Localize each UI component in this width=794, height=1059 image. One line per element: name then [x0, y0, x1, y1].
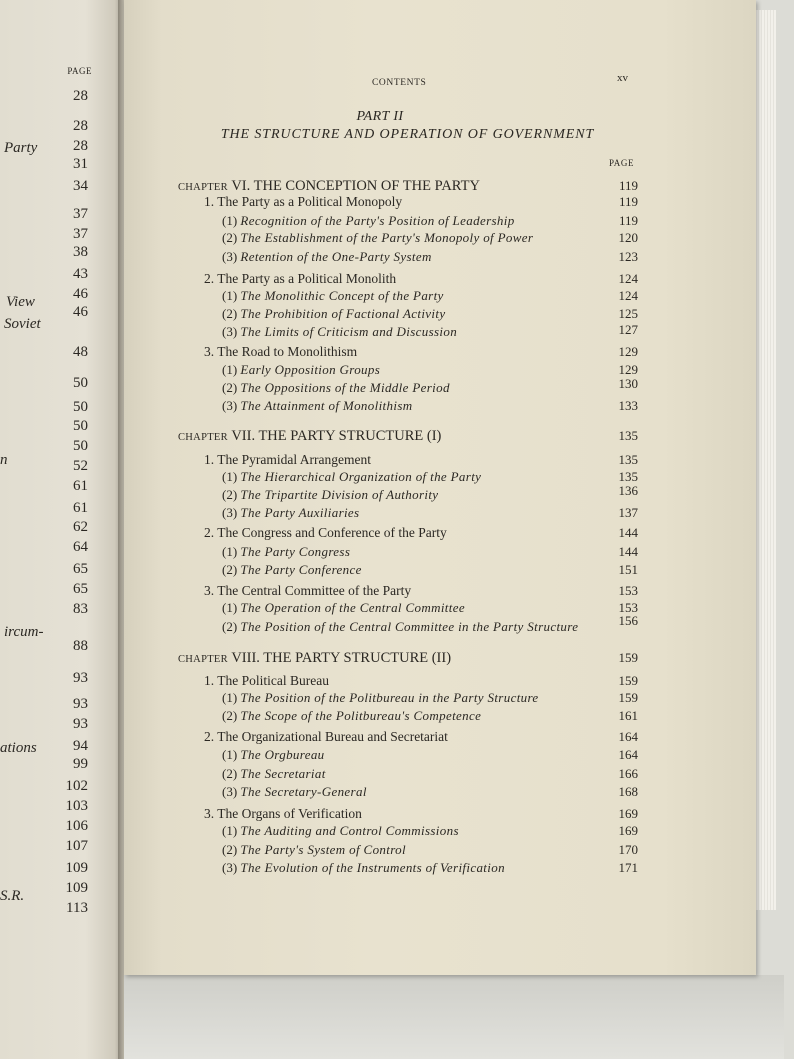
left-page-number: 113	[66, 900, 88, 916]
left-page-number: 106	[65, 818, 88, 834]
left-page-number: 46	[73, 286, 88, 302]
subsection-entry[interactable]	[0, 306, 794, 324]
subsection-entry[interactable]	[0, 823, 794, 841]
running-head: CONTENTS	[372, 78, 427, 88]
toc-page-number: 127	[618, 322, 638, 337]
left-page-number: 102	[65, 778, 88, 794]
left-page-fragment: View	[6, 294, 35, 310]
subsection-heading	[222, 766, 326, 782]
subsection-title: The Party Auxiliaries	[240, 505, 360, 520]
subsection-heading	[222, 619, 578, 635]
section-entry[interactable]	[0, 806, 794, 824]
toc-page-number: 159	[618, 690, 638, 705]
section-entry[interactable]	[0, 344, 794, 362]
subsection-entry[interactable]	[0, 708, 794, 726]
subsection-heading	[222, 784, 367, 800]
subsection-number: (1)	[222, 469, 238, 484]
toc-page-number: 124	[618, 271, 638, 286]
subsection-entry[interactable]	[0, 690, 794, 708]
subsection-heading	[222, 860, 505, 876]
subsection-heading	[222, 747, 325, 763]
subsection-number: (2)	[222, 708, 238, 723]
toc-page-number: 125	[618, 306, 638, 321]
subsection-entry[interactable]	[0, 842, 794, 860]
subsection-entry[interactable]	[0, 747, 794, 765]
subsection-heading	[222, 380, 450, 396]
section-title: The Party as a Political Monopoly	[217, 194, 403, 209]
toc-page-number: 119	[618, 194, 638, 209]
subsection-heading	[222, 362, 380, 378]
subsection-heading	[222, 230, 533, 246]
subsection-number: (1)	[222, 288, 238, 303]
left-page-number: 103	[65, 798, 88, 814]
subsection-number: (3)	[222, 398, 238, 413]
section-title: The Organizational Bureau and Secretariat	[217, 729, 448, 744]
left-page-number: 65	[73, 581, 88, 597]
left-page-fragment: Party	[4, 140, 38, 156]
section-title: The Pyramidal Arrangement	[217, 452, 371, 467]
left-page-fragment: ircum-	[4, 624, 44, 640]
left-page-number: 93	[73, 696, 88, 712]
subsection-title: The Scope of the Politbureau's Competence	[240, 708, 482, 723]
chapter-label: CHAPTER	[178, 182, 228, 193]
subsection-title: The Limits of Criticism and Discussion	[240, 324, 458, 339]
subsection-heading	[222, 544, 350, 560]
toc-page-number: 135	[618, 452, 638, 467]
left-page-fragment: n	[0, 452, 8, 468]
section-title: The Organs of Verification	[217, 806, 362, 821]
subsection-title: The Evolution of the Instruments of Verification	[240, 860, 505, 875]
section-heading	[204, 452, 371, 468]
subsection-number: (1)	[222, 213, 238, 228]
section-heading	[204, 729, 448, 745]
section-title: The Political Bureau	[217, 673, 329, 688]
subsection-number: (3)	[222, 505, 238, 520]
toc-page-number: 151	[618, 562, 638, 577]
subsection-heading	[222, 213, 515, 229]
left-page-number: 52	[73, 458, 88, 474]
subsection-heading	[222, 288, 444, 304]
subsection-number: (2)	[222, 766, 238, 781]
section-heading	[204, 583, 411, 599]
subsection-number: (3)	[222, 324, 238, 339]
section-entry[interactable]	[0, 583, 794, 601]
chapter-title: VII. THE PARTY STRUCTURE (I)	[231, 428, 442, 444]
section-number: 1.	[204, 194, 215, 209]
toc-page-number: 169	[618, 823, 638, 838]
section-entry[interactable]	[0, 729, 794, 747]
subsection-number: (1)	[222, 747, 238, 762]
subsection-entry[interactable]	[0, 324, 794, 342]
subsection-heading	[222, 324, 457, 340]
subsection-number: (3)	[222, 784, 238, 799]
subsection-heading	[222, 505, 359, 521]
subsection-title: Early Opposition Groups	[240, 362, 381, 377]
subsection-title: The Secretariat	[240, 766, 326, 781]
subsection-entry[interactable]	[0, 249, 794, 267]
toc-page-number: 153	[618, 583, 638, 598]
chapter-entry[interactable]	[0, 650, 794, 668]
left-page-fragment: Soviet	[4, 316, 41, 332]
section-number: 1.	[204, 452, 215, 467]
section-number: 3.	[204, 806, 215, 821]
section-entry[interactable]	[0, 194, 794, 212]
left-page-number: 109	[65, 880, 88, 896]
chapter-heading	[178, 650, 451, 667]
subsection-entry[interactable]	[0, 376, 794, 398]
section-heading	[204, 344, 357, 360]
section-entry[interactable]	[0, 525, 794, 543]
left-page-number: 43	[73, 266, 88, 282]
left-page-number: 37	[73, 206, 88, 222]
subsection-entry[interactable]	[0, 469, 794, 487]
toc-page-number: 135	[618, 469, 638, 484]
subsection-heading	[222, 600, 465, 616]
subsection-heading	[222, 469, 481, 485]
toc-page-number: 164	[618, 729, 638, 744]
left-page-number: 37	[73, 226, 88, 242]
subsection-number: (2)	[222, 562, 238, 577]
subsection-title: The Position of the Politbureau in the Party Structure	[240, 690, 539, 705]
chapter-title: VI. THE CONCEPTION OF THE PARTY	[231, 178, 480, 194]
left-page-number: 28	[73, 88, 88, 104]
subsection-heading	[222, 823, 459, 839]
toc-page-number: 153	[618, 600, 638, 615]
toc-page-number: 119	[618, 178, 638, 193]
page-column-label: PAGE	[609, 158, 635, 168]
subsection-entry[interactable]	[0, 860, 794, 878]
subsection-title: The Establishment of the Party's Monopoly of Power	[240, 230, 534, 245]
subsection-title: The Party Congress	[240, 544, 351, 559]
subsection-title: The Party Conference	[240, 562, 362, 577]
left-page-number: 88	[73, 638, 88, 654]
left-page-number: 65	[73, 561, 88, 577]
toc-page-number: 119	[618, 213, 638, 228]
subsection-entry[interactable]	[0, 600, 794, 618]
left-page-number: 28	[73, 138, 88, 154]
subsection-entry[interactable]	[0, 766, 794, 784]
chapter-label: CHAPTER	[178, 432, 228, 443]
subsection-number: (1)	[222, 362, 238, 377]
left-page-number: 48	[73, 344, 88, 360]
left-page-number: 50	[73, 399, 88, 415]
subsection-heading	[222, 708, 481, 724]
subsection-entry[interactable]	[0, 288, 794, 306]
left-page-fragment: S.R.	[0, 888, 25, 904]
toc-page-number: 130	[618, 376, 638, 391]
left-page-number: 99	[73, 756, 88, 772]
left-page-header: PAGE	[67, 66, 92, 76]
left-page-number: 28	[73, 118, 88, 134]
subsection-entry[interactable]	[0, 362, 794, 380]
toc-page-number: 123	[618, 249, 638, 264]
toc-page-number: 129	[618, 362, 638, 377]
left-page-number: 31	[73, 156, 88, 172]
subsection-title: The Prohibition of Factional Activity	[240, 306, 446, 321]
subsection-entry[interactable]	[0, 784, 794, 802]
subsection-title: The Party's System of Control	[240, 842, 406, 857]
subsection-number: (2)	[222, 487, 238, 502]
part-title: PART II	[356, 109, 404, 124]
subsection-heading	[222, 690, 539, 706]
section-number: 2.	[204, 729, 215, 744]
toc-page-number: 133	[618, 398, 638, 413]
section-heading	[204, 673, 329, 689]
subsection-entry[interactable]	[0, 562, 794, 580]
chapter-heading	[178, 428, 441, 445]
toc-page-number: 124	[618, 288, 638, 303]
section-heading	[204, 271, 396, 287]
chapter-title: VIII. THE PARTY STRUCTURE (II)	[231, 650, 452, 666]
section-title: The Congress and Conference of the Party	[217, 525, 447, 540]
toc-page-number: 135	[618, 428, 638, 443]
subsection-entry[interactable]	[0, 213, 794, 231]
toc-page-number: 170	[618, 842, 638, 857]
subsection-number: (3)	[222, 860, 238, 875]
left-page-number: 62	[73, 519, 88, 535]
left-page-number: 93	[73, 716, 88, 732]
toc-page-number: 164	[618, 747, 638, 762]
toc-page-number: 166	[618, 766, 638, 781]
section-heading	[204, 806, 362, 822]
section-entry[interactable]	[0, 452, 794, 470]
chapter-entry[interactable]	[0, 428, 794, 446]
left-page-number: 38	[73, 244, 88, 260]
left-page-number: 94	[73, 738, 88, 754]
subsection-title: The Operation of the Central Committee	[240, 600, 465, 615]
left-page-number: 64	[73, 539, 88, 555]
section-number: 3.	[204, 583, 215, 598]
chapter-label: CHAPTER	[178, 654, 228, 665]
left-page-number: 50	[73, 418, 88, 434]
subsection-number: (1)	[222, 600, 238, 615]
section-number: 2.	[204, 525, 215, 540]
subsection-heading	[222, 398, 412, 414]
left-page-fragment: ations	[0, 740, 37, 756]
section-number: 3.	[204, 344, 215, 359]
subsection-heading	[222, 306, 445, 322]
subsection-title: The Secretary-General	[240, 784, 367, 799]
left-page-number: 50	[73, 438, 88, 454]
toc-page-number: 129	[618, 344, 638, 359]
subsection-entry[interactable]	[0, 613, 794, 637]
subsection-heading	[222, 562, 362, 578]
subsection-number: (2)	[222, 306, 238, 321]
toc-page-number: 171	[618, 860, 638, 875]
subsection-number: (2)	[222, 842, 238, 857]
subsection-heading	[222, 487, 438, 503]
subsection-heading	[222, 249, 432, 265]
subsection-title: Retention of the One-Party System	[240, 249, 432, 264]
subsection-number: (2)	[222, 230, 238, 245]
left-page-number: 50	[73, 375, 88, 391]
page-folio: xv	[617, 72, 628, 84]
toc-page-number: 168	[618, 784, 638, 799]
subsection-number: (1)	[222, 544, 238, 559]
left-page-number: 109	[65, 860, 88, 876]
subsection-title: The Auditing and Control Commissions	[240, 823, 459, 838]
page-shadow	[124, 975, 784, 1059]
subsection-heading	[222, 842, 406, 858]
toc-page-number: 159	[618, 673, 638, 688]
left-page-number: 61	[73, 478, 88, 494]
section-title: The Party as a Political Monolith	[217, 271, 397, 286]
toc-page-number: 159	[618, 650, 638, 665]
toc-page-number: 161	[618, 708, 638, 723]
chapter-heading	[178, 178, 480, 195]
section-entry[interactable]	[0, 271, 794, 289]
subsection-entry[interactable]	[0, 505, 794, 523]
subsection-number: (1)	[222, 823, 238, 838]
subsection-title: The Position of the Central Committee in the Party Structure	[240, 619, 579, 634]
section-entry[interactable]	[0, 673, 794, 691]
subsection-entry[interactable]	[0, 544, 794, 562]
subsection-number: (3)	[222, 249, 238, 264]
left-page-number: 34	[73, 178, 88, 194]
subsection-entry[interactable]	[0, 230, 794, 248]
toc-page-number: 120	[618, 230, 638, 245]
subsection-number: (2)	[222, 380, 238, 395]
subsection-title: The Monolithic Concept of the Party	[240, 288, 444, 303]
section-heading	[204, 525, 447, 541]
section-number: 2.	[204, 271, 215, 286]
toc-page-number: 169	[618, 806, 638, 821]
subsection-title: The Tripartite Division of Authority	[240, 487, 439, 502]
toc-page-number: 156	[618, 613, 638, 628]
section-number: 1.	[204, 673, 215, 688]
subsection-entry[interactable]	[0, 398, 794, 416]
subsection-number: (2)	[222, 619, 238, 634]
subsection-number: (1)	[222, 690, 238, 705]
toc-page-number: 144	[618, 525, 638, 540]
left-page-number: 61	[73, 500, 88, 516]
section-title: The Central Committee of the Party	[217, 583, 412, 598]
left-page-number: 93	[73, 670, 88, 686]
subsection-title: The Orgbureau	[240, 747, 325, 762]
subsection-title: The Oppositions of the Middle Period	[240, 380, 450, 395]
toc-page-number: 144	[618, 544, 638, 559]
left-page-number: 107	[65, 838, 88, 854]
subsection-title: The Attainment of Monolithism	[240, 398, 413, 413]
toc-page-number: 137	[618, 505, 638, 520]
toc-page-number: 136	[618, 483, 638, 498]
section-title: The Road to Monolithism	[217, 344, 358, 359]
part-subtitle: THE STRUCTURE AND OPERATION OF GOVERNMENT	[220, 127, 595, 142]
subsection-title: The Hierarchical Organization of the Party	[240, 469, 482, 484]
left-page-number: 83	[73, 601, 88, 617]
subsection-title: Recognition of the Party's Position of Leadership	[240, 213, 515, 228]
section-heading	[204, 194, 402, 210]
left-page-number: 46	[73, 304, 88, 320]
